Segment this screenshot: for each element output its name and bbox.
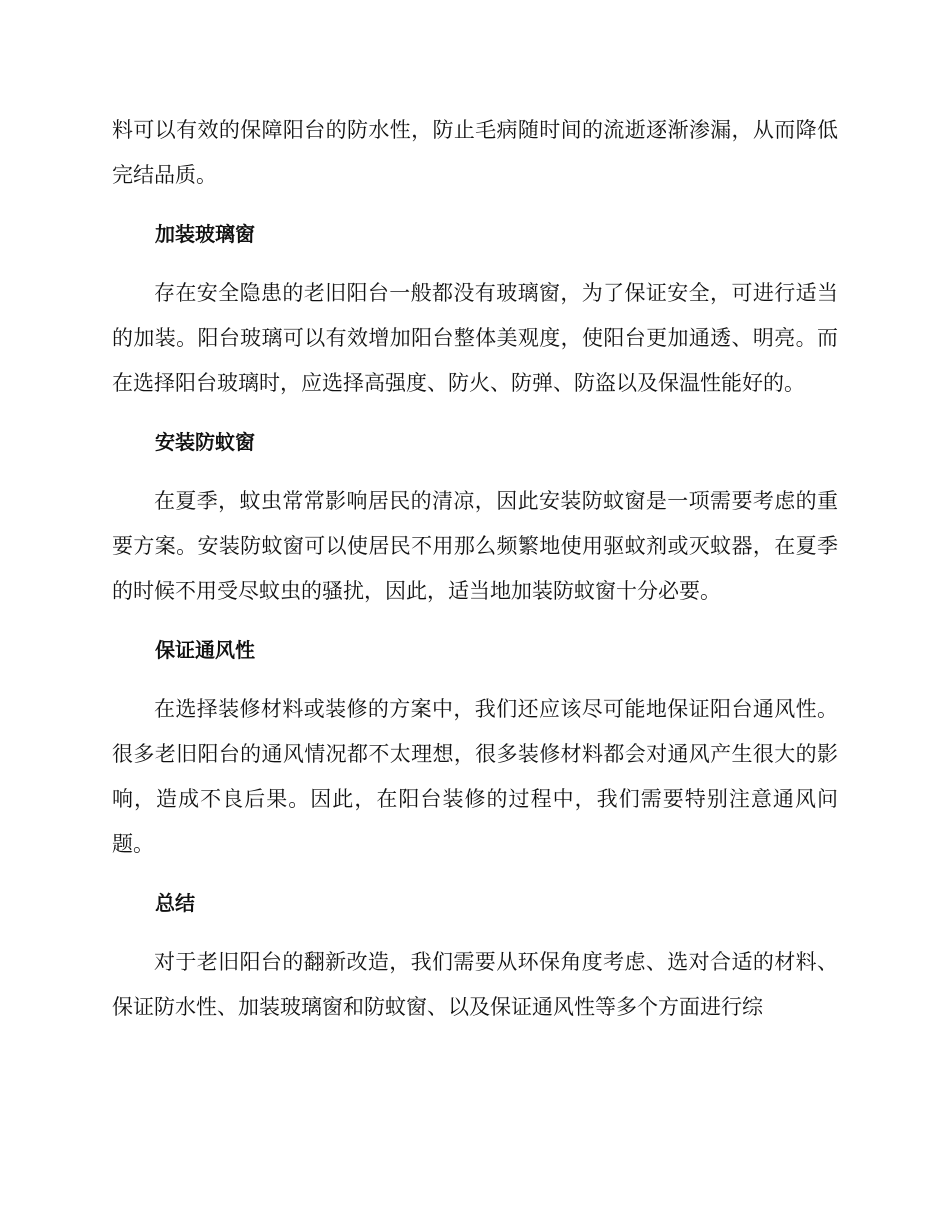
section-heading-ventilation: 保证通风性 <box>155 638 255 662</box>
intro-continuation-paragraph: 料可以有效的保障阳台的防水性，防止毛病随时间的流逝逐渐渗漏，从而降低完结品质。 <box>112 118 838 187</box>
section-body-summary: 对于老旧阳台的翻新改造，我们需要从环保角度考虑、选对合适的材料、保证防水性、加装玻璃窗和防蚊窗、以及保证通风性等多个方面进行综 <box>112 950 838 1019</box>
section-heading-glass-window: 加装玻璃窗 <box>155 222 255 246</box>
section-heading-mosquito-screen: 安装防蚊窗 <box>155 430 255 454</box>
section-body-mosquito-screen: 在夏季，蚊虫常常影响居民的清凉，因此安装防蚊窗是一项需要考虑的重要方案。安装防蚊窗可以使居民不用那么频繁地使用驱蚊剂或灭蚊器，在夏季的时候不用受尽蚊虫的骚扰，因此，适当地加装防蚊窗十分必要。 <box>112 489 838 603</box>
section-body-glass-window: 存在安全隐患的老旧阳台一般都没有玻璃窗，为了保证安全，可进行适当的加装。阳台玻璃可以有效增加阳台整体美观度，使阳台更加通透、明亮。而在选择阳台玻璃时，应选择高强度、防火、防弹、防盗以及保温性能好的。 <box>112 281 838 395</box>
section-heading-summary: 总结 <box>155 891 195 915</box>
document-body <box>112 108 838 1030</box>
section-body-ventilation: 在选择装修材料或装修的方案中，我们还应该尽可能地保证阳台通风性。 很多老旧阳台的通风情况都不太理想，很多装修材料都会对通风产生很大的影响，造成不良后果。因此，在阳台装修的过程中，我们需要特别注意通风问题。 <box>112 697 838 856</box>
